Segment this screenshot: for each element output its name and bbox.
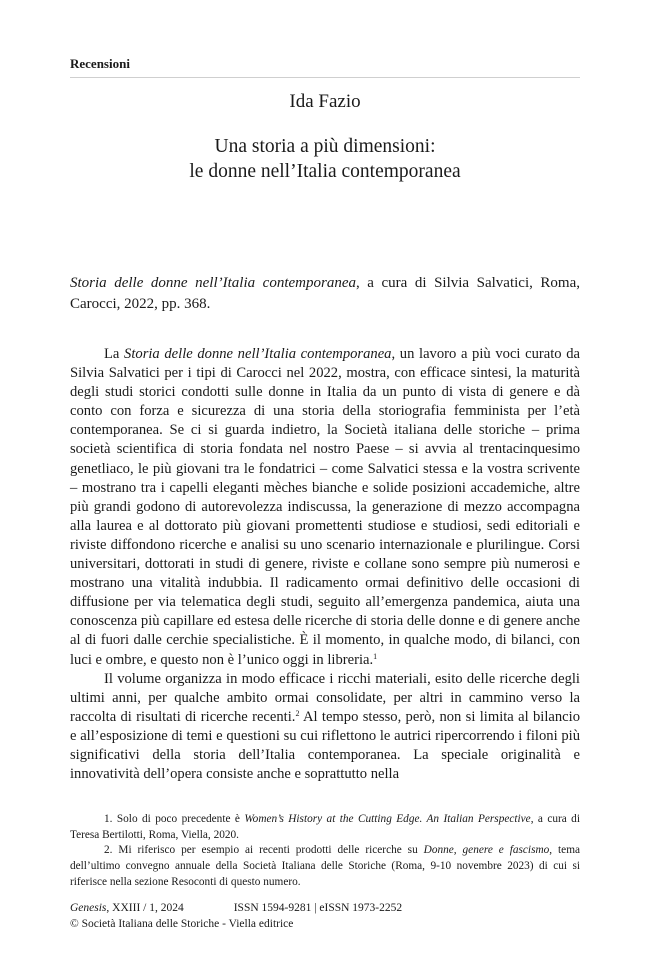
article-title (70, 134, 580, 184)
title-line-1: Una storia a più dimensioni: (214, 136, 436, 157)
paragraph-1 (70, 345, 580, 670)
footnote-1-text: , a cura di Teresa Bertilotti, Roma, Viella, 2020. (70, 813, 580, 841)
paragraph-2 (70, 670, 580, 785)
footnote-2 (70, 843, 580, 890)
footer-copyright: © Società Italiana delle Storiche - Viella editrice (70, 918, 294, 930)
footnote-2-italic: Donne, genere e fascismo (423, 844, 550, 857)
paragraph-1-text: , un lavoro a più voci curato da Silvia Salvatici per i tipi di Carocci nel 2022, mostra, con efficace sintesi, la maturità degli studi storici condotti sulle donne in Italia da un punto di vista di genere e dà conto con forza e sicurezza di una storia della storiografia femminista per l’età contemporanea. Se ci si guarda indietro, la Società italiana delle storiche – prima società scientifica di storia fondata nel nostro Paese – si avvia al trentacinquesimo genetliaco, le più giovani tra le fondatrici – come Salvatici stessa e la vostra scrivente – mostrano tra i capelli eleganti mèches bianche e solide posizioni accademiche, altre più grandi godono di autorevolezza indiscussa, la generazione di mezzo accompagna alla laurea e al dottorato più giovani promettenti studiose e studiosi, sedi editoriali e riviste diffondono ricerche e analisi su uno scenario internazionale e plurilingue. Corsi universitari, dottorati in studi di genere, riviste e collane sono sempre più numerosi e mostrano una vitalità indubbia. Il radicamento ormai definitivo delle occasioni di diffusione per via telematica degli studi, seguito all’emergenza pandemica, aiuta una conoscenza più capillare ed estesa delle ricerche di storia delle donne e di genere anche al di fuori dalle cerchie specialistiche. È il momento, in qualche modo, di bilanci, con luci e ombre, e questo non è l’unico oggi in libreria. (70, 346, 581, 668)
section-label: Recensioni (70, 56, 130, 71)
book-citation (70, 273, 580, 315)
book-title: Storia delle donne nell’Italia contemporanea (70, 275, 356, 291)
journal-issue: , XXIII / 1, 2024 (106, 902, 184, 914)
title-line-2: le donne nell’Italia contemporanea (189, 161, 461, 182)
footnote-ref-1[interactable]: 1 (373, 651, 378, 661)
paragraph-2-text-a: Il volume organizza in modo efficace i ricchi materiali, esito delle ricerche degli ultimi anni, per qualche ambito ormai consolidate, per altri in cammino verso la raccolta di risultati di ricerche recenti. (70, 670, 580, 725)
footnote-1-lead: 1. Solo di poco precedente è (104, 813, 245, 825)
paragraph-1-lead: La (104, 346, 125, 362)
book-details: , a cura di Silvia Salvatici, Roma, Carocci, 2022, pp. 368. (70, 275, 580, 312)
footnote-ref-2[interactable]: 2 (295, 708, 300, 718)
footnote-2-text: , tema dell’ultimo convegno annuale della Società Italiana delle Storiche (Roma, 9-10 novembre 2023) di cui si riferisce nella sezione Resoconti di questo numero. (70, 844, 580, 888)
review-body (70, 345, 580, 784)
article-page (70, 0, 580, 975)
journal-issn: ISSN 1594-9281 | eISSN 1973-2252 (233, 902, 403, 914)
footnote-1-italic: Women’s History at the Cutting Edge. An Italian Perspective (244, 813, 531, 825)
journal-name: Genesis (70, 902, 107, 914)
footnote-1 (70, 812, 580, 843)
page-footer (70, 900, 580, 932)
paragraph-2-text-b: Al tempo stesso, però, non si limita al bilancio e all’esposizione di temi e questioni su cui riflettono le autrici ripercorrendo i filoni più significativi della storia dell’Italia contemporanea. La speciale originalità e innovatività dell’opera consiste anche e soprattutto nella (70, 708, 580, 783)
author-name: Ida Fazio (289, 91, 361, 112)
paragraph-1-italic-title: Storia delle donne nell’Italia contemporanea (124, 346, 392, 362)
footnotes (70, 812, 580, 891)
header-rule (70, 77, 580, 78)
footer-line-1 (70, 900, 580, 916)
footnote-2-lead: 2. Mi riferisco per esempio ai recenti prodotti delle ricerche su (104, 844, 424, 857)
